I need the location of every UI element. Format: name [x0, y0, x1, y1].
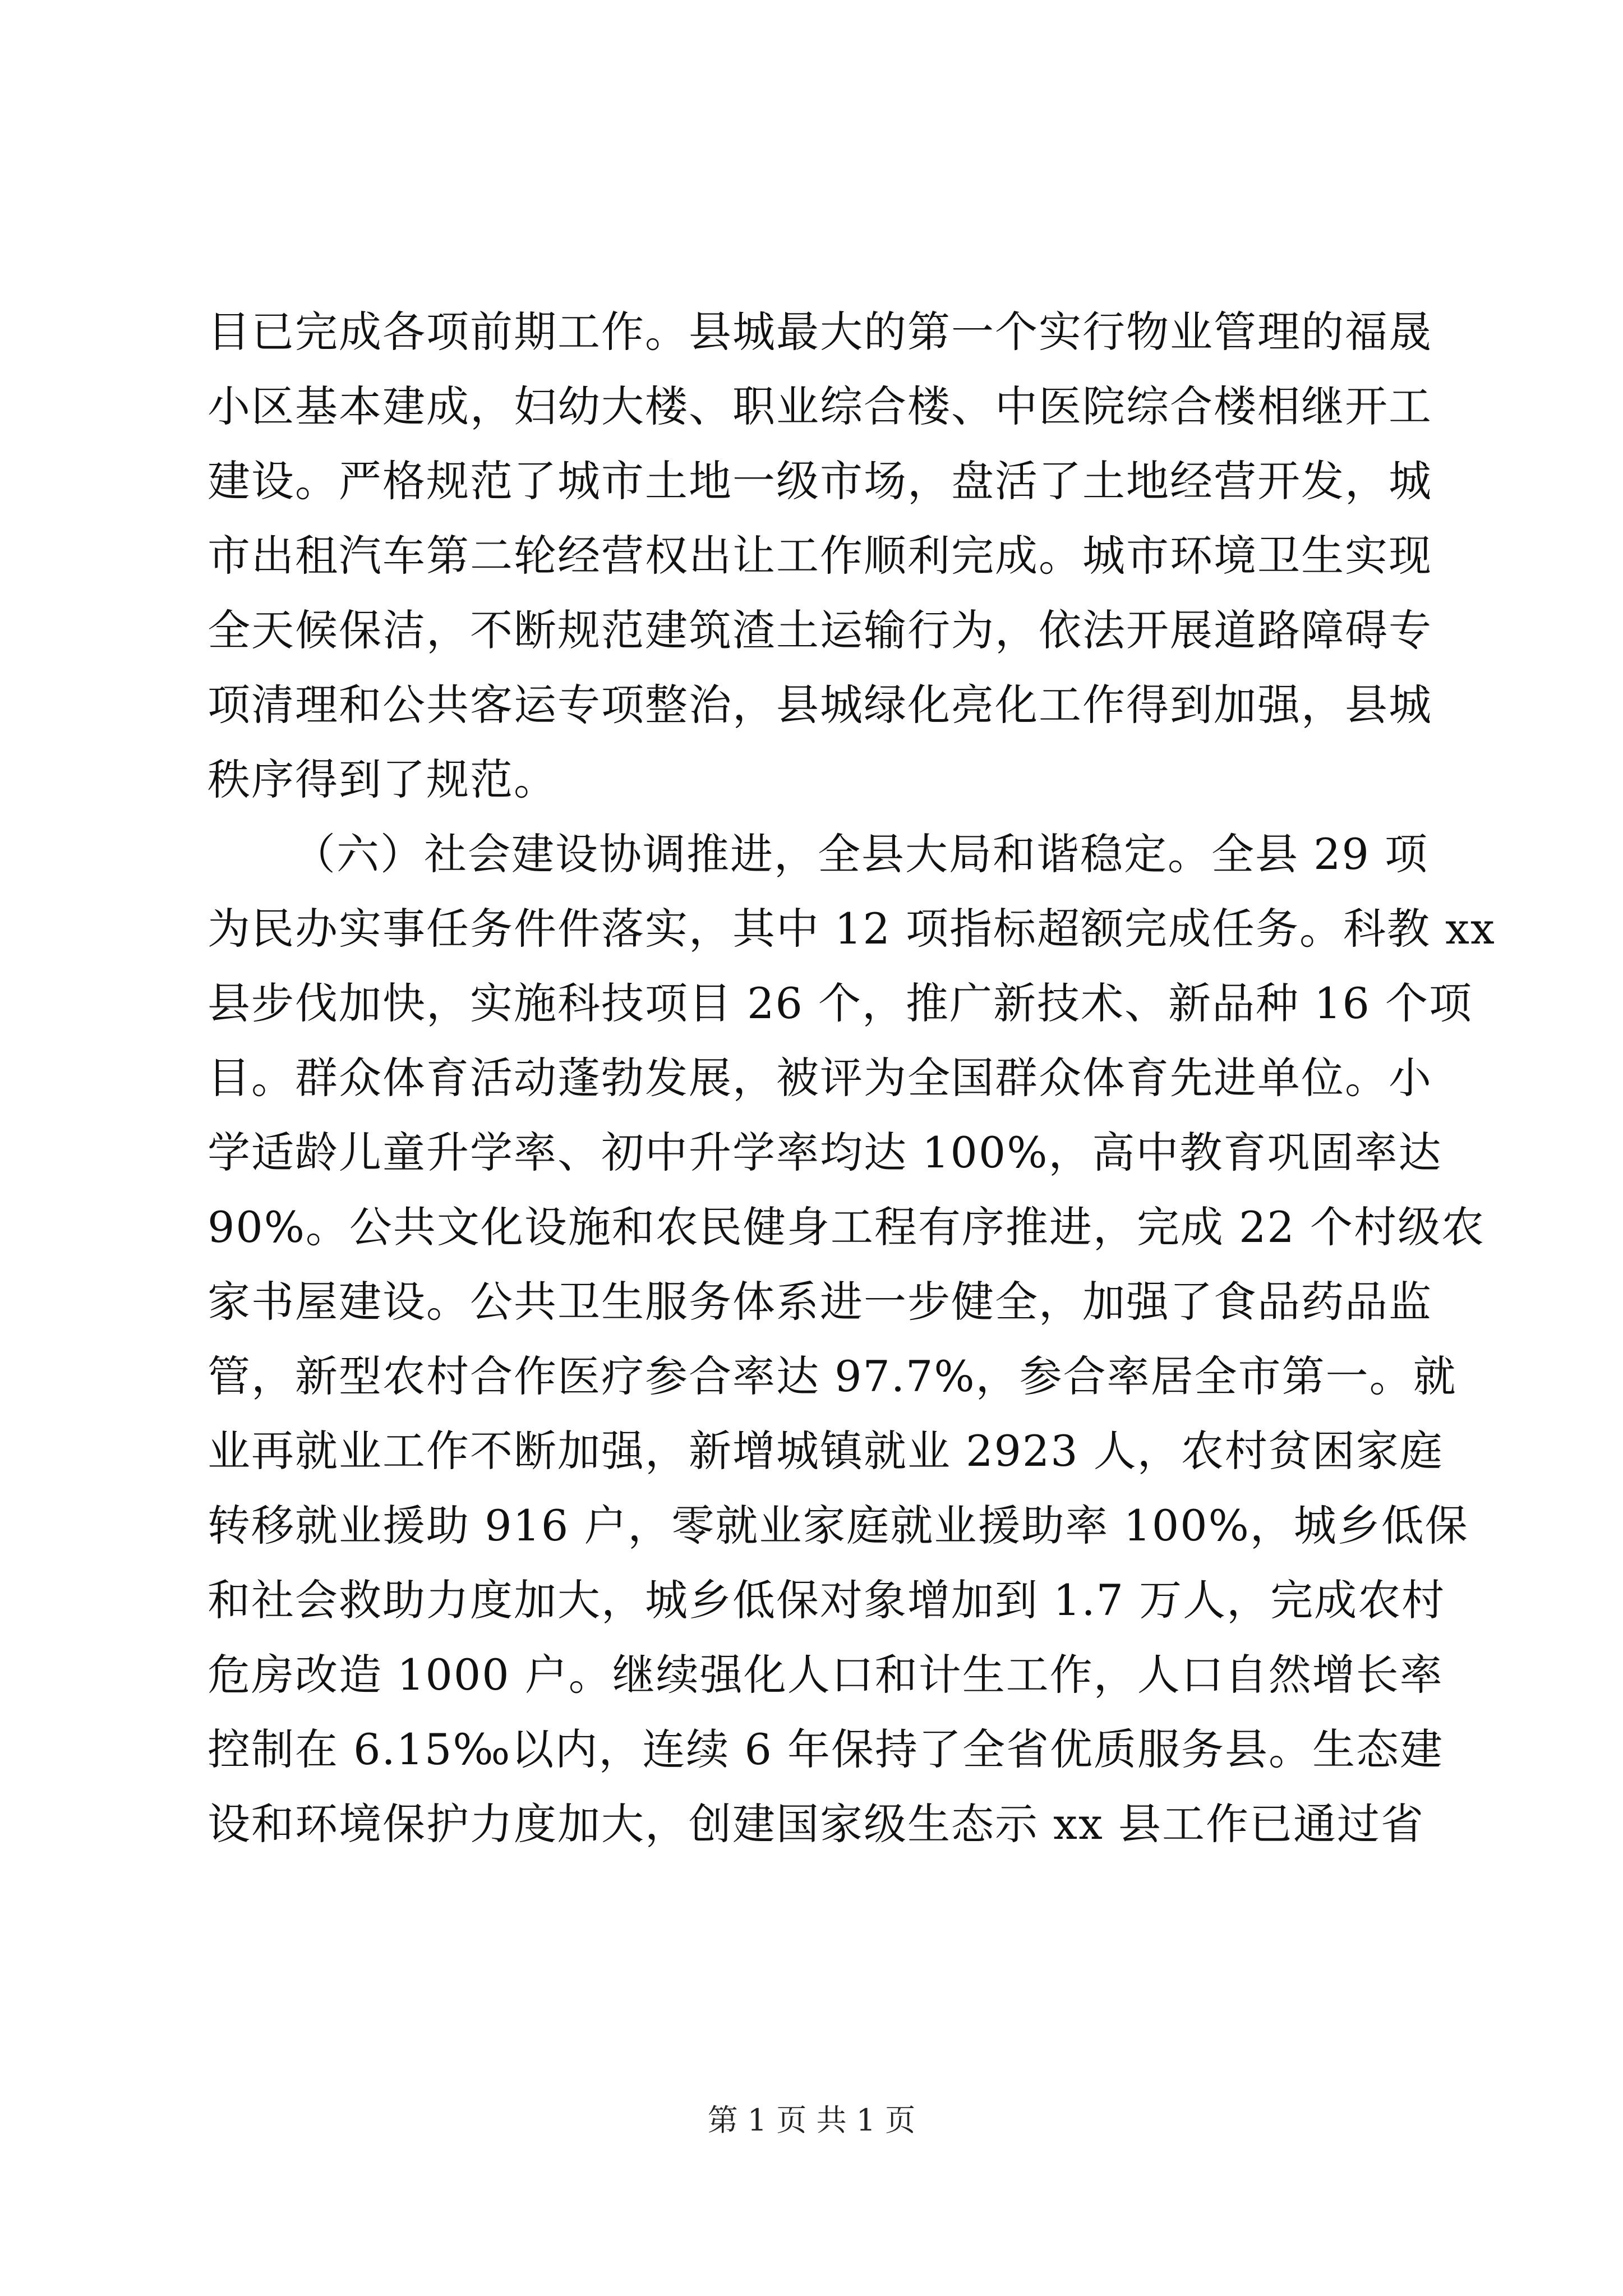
- body-text: [208, 295, 1496, 1861]
- text-line: 项清理和公共客运专项整治，县城绿化亮化工作得到加强，县城: [208, 680, 1432, 730]
- text-line: 90%。公共文化设施和农民健身工程有序推进，完成 22 个村级农: [208, 1202, 1485, 1252]
- paragraph-urban-construction: [208, 295, 1432, 817]
- text-line: 全天候保洁，不断规范建筑渣土运输行为，依法开展道路障碍专: [208, 605, 1432, 655]
- text-line: 家书屋建设。公共卫生服务体系进一步健全，加强了食品药品监: [208, 1277, 1432, 1327]
- paragraph-social-construction: [208, 817, 1496, 1861]
- text-line: 目。群众体育活动蓬勃发展，被评为全国群众体育先进单位。小: [208, 1053, 1432, 1103]
- text-line: 转移就业援助 916 户，零就业家庭就业援助率 100%，城乡低保: [208, 1501, 1469, 1550]
- text-line: 学适龄儿童升学率、初中升学率均达 100%，高中教育巩固率达: [208, 1128, 1442, 1177]
- text-line: 设和环境保护力度加大，创建国家级生态示 xx 县工作已通过省: [208, 1799, 1425, 1849]
- text-line: 管，新型农村合作医疗参合率达 97.7%，参合率居全市第一。就: [208, 1351, 1457, 1401]
- text-line: （六）社会建设协调推进，全县大局和谐稳定。全县 29 项: [293, 829, 1429, 879]
- text-line: 市出租汽车第二轮经营权出让工作顺利完成。城市环境卫生实现: [208, 531, 1432, 581]
- text-line: 业再就业工作不断加强，新增城镇就业 2923 人，农村贫困家庭: [208, 1426, 1444, 1476]
- page-footer: 第 1 页 共 1 页: [707, 2102, 916, 2138]
- text-line: 危房改造 1000 户。继续强化人口和计生工作，人口自然增长率: [208, 1650, 1444, 1700]
- text-line: 目已完成各项前期工作。县城最大的第一个实行物业管理的福晟: [208, 307, 1432, 357]
- text-line: 建设。严格规范了城市土地一级市场，盘活了土地经营开发，城: [208, 456, 1432, 506]
- text-line: 为民办实事任务件件落实，其中 12 项指标超额完成任务。科教 xx: [208, 904, 1496, 954]
- text-line: 和社会救助力度加大，城乡低保对象增加到 1.7 万人，完成农村: [208, 1575, 1446, 1625]
- text-line: 小区基本建成，妇幼大楼、职业综合楼、中医院综合楼相继开工: [208, 381, 1432, 431]
- text-line: 控制在 6.15‰以内，连续 6 年保持了全省优质服务县。生态建: [208, 1724, 1444, 1774]
- text-line: 秩序得到了规范。: [208, 754, 557, 804]
- text-line: 县步伐加快，实施科技项目 26 个，推广新技术、新品种 16 个项: [208, 978, 1473, 1028]
